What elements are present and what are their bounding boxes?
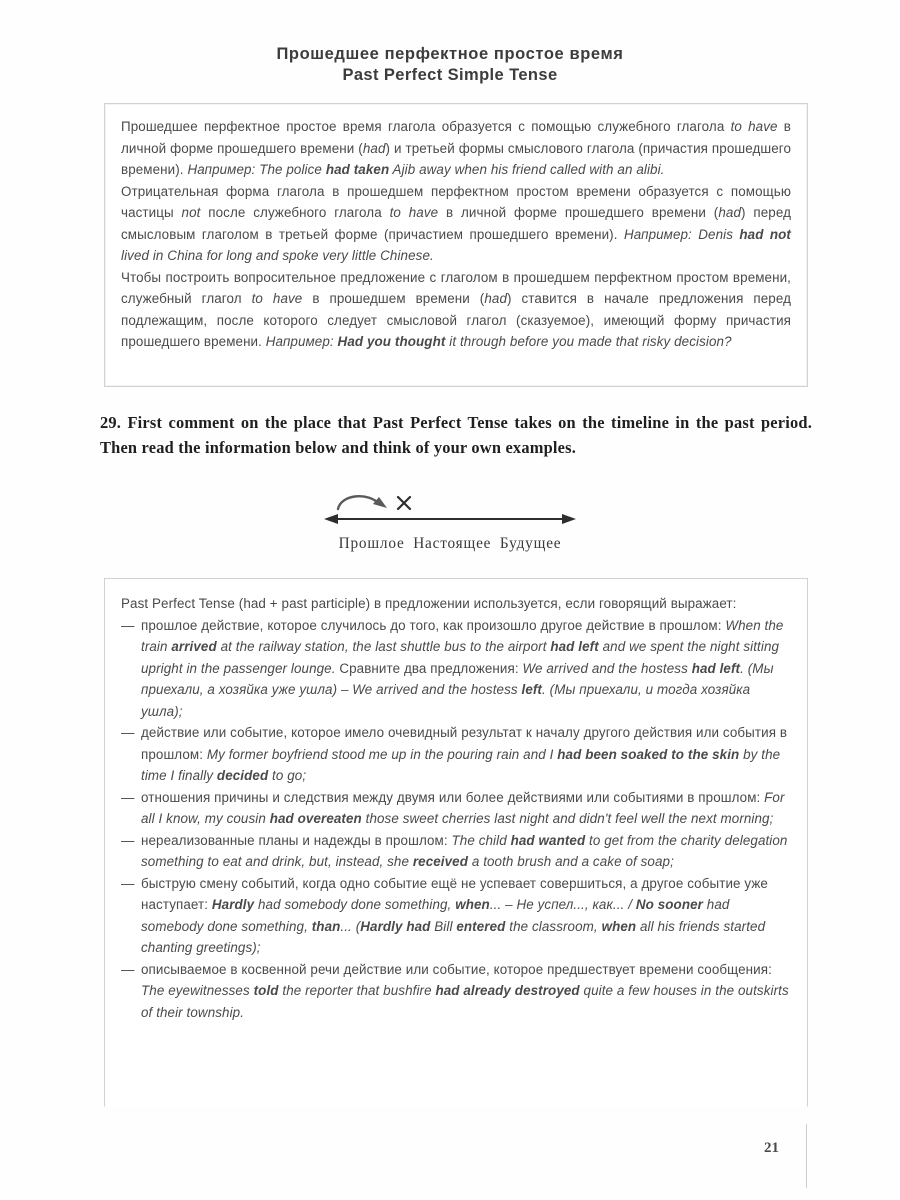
usage-item-text: описываемое в косвенной речи действие или событие, которое предшествует времени сообщения: The eyewitnesses told the reporter that bushfire had already destroyed quite a few houses in the outskirts of their township. [141,961,789,1020]
arrow-head-left-icon [324,514,338,524]
usage-item-text: быструю смену событий, когда одно событие ещё не успевает совершиться, а другое событие уже наступает: Hardly had somebody done something, when... – Не успел..., как... / No sooner had somebody done something, than... (Hardly had Bill entered the classroom, when all his friends started chanting greetings); [141,875,768,955]
usage-item-unfulfilled-hopes [121,830,791,873]
usage-item-visible-result [121,722,791,787]
page-title-english: Past Perfect Simple Tense [342,66,558,84]
curved-arrow-head-icon [373,497,387,508]
exercise-29 [100,410,812,460]
definition-paragraph-negative: Отрицательная форма глагола в прошедшем перфектном простом времени образуется с помощью частицы not после служебного глагола to have в личной форме прошедшего времени (had) перед смысловым глаголом в третьей форме (причастием прошедшего времени). Например: Denis had not lived in China for long and spoke very little Chinese. [121,183,792,263]
definition-box-content [105,104,807,363]
usage-box-content [105,579,807,1031]
usage-item-text: прошлое действие, которое случилось до того, как произошло другое действие в прошлом: When the train arrived at the railway station, the last shuttle bus to the airport had left and we spent the night sitting upright in the passenger lounge. Сравните два предложения: We arrived and the hostess had left. (Мы приехали, а хозяйка уже ушла) – We arrived and the hostess left. (Мы приехали, и тогда хозяйка ушла); [141,617,784,719]
timeline-x-marker-icon [398,497,410,509]
usage-item-dash: — [121,789,135,805]
usage-item-text: отношения причины и следствия между двумя или более действиями или событиями в прошлом: For all I know, my cousin had overeaten those sweet cherries last night and didn't feel well the next morning; [141,789,785,826]
usage-item-dash: — [121,875,135,891]
usage-item-prior-action [121,615,791,723]
page-number: 21 [764,1140,779,1156]
page-edge-line [806,1124,807,1188]
timeline-figure [300,483,600,568]
usage-item-dash: — [121,725,135,740]
usage-item-dash: — [121,617,135,633]
usage-item-rapid-succession [121,873,791,959]
usage-item-reported-speech [121,959,791,1024]
page-title [0,44,900,86]
definition-paragraph-interrogative: Чтобы построить вопросительное предложение с глаголом в прошедшем перфектном простом времени, служебный глагол to have в прошедшем времени (had) ставится в начале предложения перед подлежащим, после которого следует смысловой глагол (сказуемое), имеющий форму причастия прошедшего времени. Например: Had you thought it through before you made that risky decision? [121,269,791,349]
usage-item-text: действие или событие, которое имело очевидный результат к началу другого действия или события в прошлом: My former boyfriend stood me up in the pouring rain and I had been soaked to the skin by the time I finally decided to go; [141,725,788,783]
curved-arrow-arc-icon [338,496,379,509]
definition-paragraph-affirmative: Прошедшее перфектное простое время глагола образуется с помощью служебного глагола to have в личной форме прошедшего времени (had) и третьей формы смыслового глагола (причастия прошедшего времени). Например: The police had taken Ajib away when his friend called with an alibi. [121,119,792,177]
usage-item-text: нереализованные планы и надежды в прошлом: The child had wanted to get from the charity delegation something to eat and drink, but, instead, she received a tooth brush and a cake of soap; [141,832,788,869]
usage-item-cause-effect [121,787,791,830]
usage-list [121,615,791,1024]
usage-box [104,578,808,1107]
usage-item-dash: — [121,961,135,977]
exercise-29-instruction: 29. First comment on the place that Past Perfect Tense takes on the timeline in the past period. Then read the information below and think of your own examples. [100,413,812,457]
page-title-russian: Прошедшее перфектное простое время [276,45,624,63]
usage-item-dash: — [121,832,135,848]
definition-box [104,103,808,387]
timeline-diagram [300,483,600,538]
usage-intro: Past Perfect Tense (had + past participle) в предложении используется, если говорящий выражает: [121,596,737,611]
arrow-head-right-icon [562,514,576,524]
timeline-caption: Прошлое Настоящее Будущее [338,535,562,552]
